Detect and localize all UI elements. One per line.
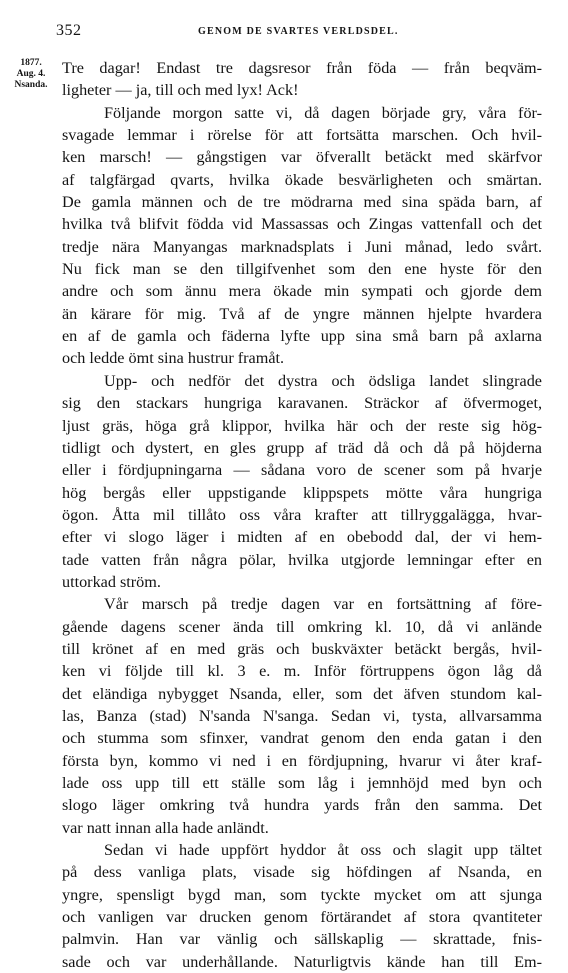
text-line: hög bergås eller uppstigande klippspets mötte våra hungriga <box>62 483 542 502</box>
text-line: Upp- och nedför det dystra och ödsliga landet slingrade <box>104 371 542 390</box>
text-line: palmvin. Han var vänlig och sällskaplig — skrattade, fnis- <box>62 930 542 949</box>
text-line: och vanligen var drucken genom förtärandet af stora qvantiteter <box>62 908 542 927</box>
text-line: las, Banza (stad) N'sanda N'sanga. Sedan vi, tysta, allvarsamma <box>62 706 542 725</box>
page-number: 352 <box>56 22 82 39</box>
text-line: ken marsch! — gångstigen var öfverallt betäckt med skärfvor <box>62 148 542 167</box>
text-line: Sedan vi hade uppfört hyddor åt oss och slagit upp tältet <box>104 841 542 860</box>
text-line: ögon. Åtta mil tillåto oss våra krafter att tillryggalägga, hvar- <box>62 505 542 524</box>
text-line: andre och som ännu mera ökade min sympati och gjorde dem <box>62 282 542 301</box>
text-line: sig den stackars hungriga karavanen. Sträckor af öfvermoget, <box>62 394 542 413</box>
text-line: yngre, spensligt bygd man, som tyckte mycket om att sjunga <box>62 885 542 904</box>
text-line: Vår marsch på tredje dagen var en fortsättning af före- <box>104 595 542 614</box>
text-line: gående dagens scener ända till omkring kl. 10, då vi anlände <box>62 617 542 636</box>
text-line: än kärare för mig. Två af de yngre männen hjelpte hvardera <box>62 304 542 323</box>
text-line: uttorkad ström. <box>62 572 161 591</box>
text-line: var natt innan alla hade anländt. <box>62 818 269 837</box>
margin-note-year: 1877. <box>20 58 42 68</box>
body-text <box>62 57 542 973</box>
page-header <box>38 22 548 42</box>
text-line: en af de gamla och fäderna lyfte upp sina små barn på axlarna <box>62 327 542 346</box>
text-line: tade vatten från några pölar, hvilka utgjorde lemningar efter en <box>62 550 542 569</box>
text-line: och ledde ömt sina hustrur framåt. <box>62 349 285 368</box>
margin-note-date: Aug. 4. <box>16 69 46 79</box>
text-line: på dess vanliga plats, visade sig höfdingen af Nsanda, en <box>62 863 542 882</box>
text-line: sade och var underhållande. Naturligtvis kände han till Em- <box>62 952 542 971</box>
text-line: första byn, kommo vi ned i en fördjupning, hvarur vi åter kraf- <box>62 751 542 770</box>
text-line: ligheter — ja, till och med lyx! Ack! <box>62 81 299 100</box>
text-line: till krönet af en med gräs och buskväxter betäckt bergås, hvil- <box>62 639 542 658</box>
text-line: det eländiga nybygget Nsanda, eller, som det äfven stundom kal- <box>62 684 542 703</box>
text-line: Nu fick man se den tillgifvenhet som den ene hyste för den <box>62 260 542 279</box>
text-line: hvilka två blifvit födda vid Massassas och Zingas vattenfall och det <box>62 215 542 234</box>
text-line: Tre dagar! Endast tre dagsresor från föda — från beqväm- <box>62 59 542 77</box>
text-line: lade oss upp till ett ställe som låg i jemnhöjd med byn och <box>62 774 542 792</box>
text-line: af talgfärgad qvarts, hvilka ökade besvärligheten och smärtan. <box>62 170 542 189</box>
text-line: tredje nära Manyangas marknadsplats i Juni månad, ledo svårt. <box>62 237 542 256</box>
text-line: svagade lemmar i rörelse för att fortsätta marschen. Och hvil- <box>62 126 542 145</box>
text-line: och stumma som sfinxer, vandrat genom den enda gatan i den <box>62 729 542 748</box>
margin-note-place: Nsanda. <box>14 80 48 90</box>
text-line: ken vi följde till kl. 3 e. m. Inför förtruppens ögon låg då <box>62 662 542 681</box>
text-line: De gamla männen och de tre mödrarna med sina späda barn, af <box>62 193 542 212</box>
text-line: slogo läger omkring två hundra yards från den samma. Det <box>62 796 542 815</box>
text-line: Följande morgon satte vi, då dagen började gry, våra för- <box>104 103 542 122</box>
text-line: efter vi slogo läger i midten af en obebodd dal, der vi hem- <box>62 528 542 547</box>
margin-note <box>6 58 56 91</box>
text-line: eller i fördjupningarna — sådana voro de scener som på hvarje <box>62 461 542 480</box>
text-line: ljust gräs, höga grå klippor, hvilka här och der reste sig hög- <box>62 416 542 435</box>
text-line: tidligt och dystert, en gles grupp af träd då och då på höjderna <box>62 438 542 457</box>
running-title: GENOM DE SVARTES VERLDSDEL. <box>198 26 399 37</box>
